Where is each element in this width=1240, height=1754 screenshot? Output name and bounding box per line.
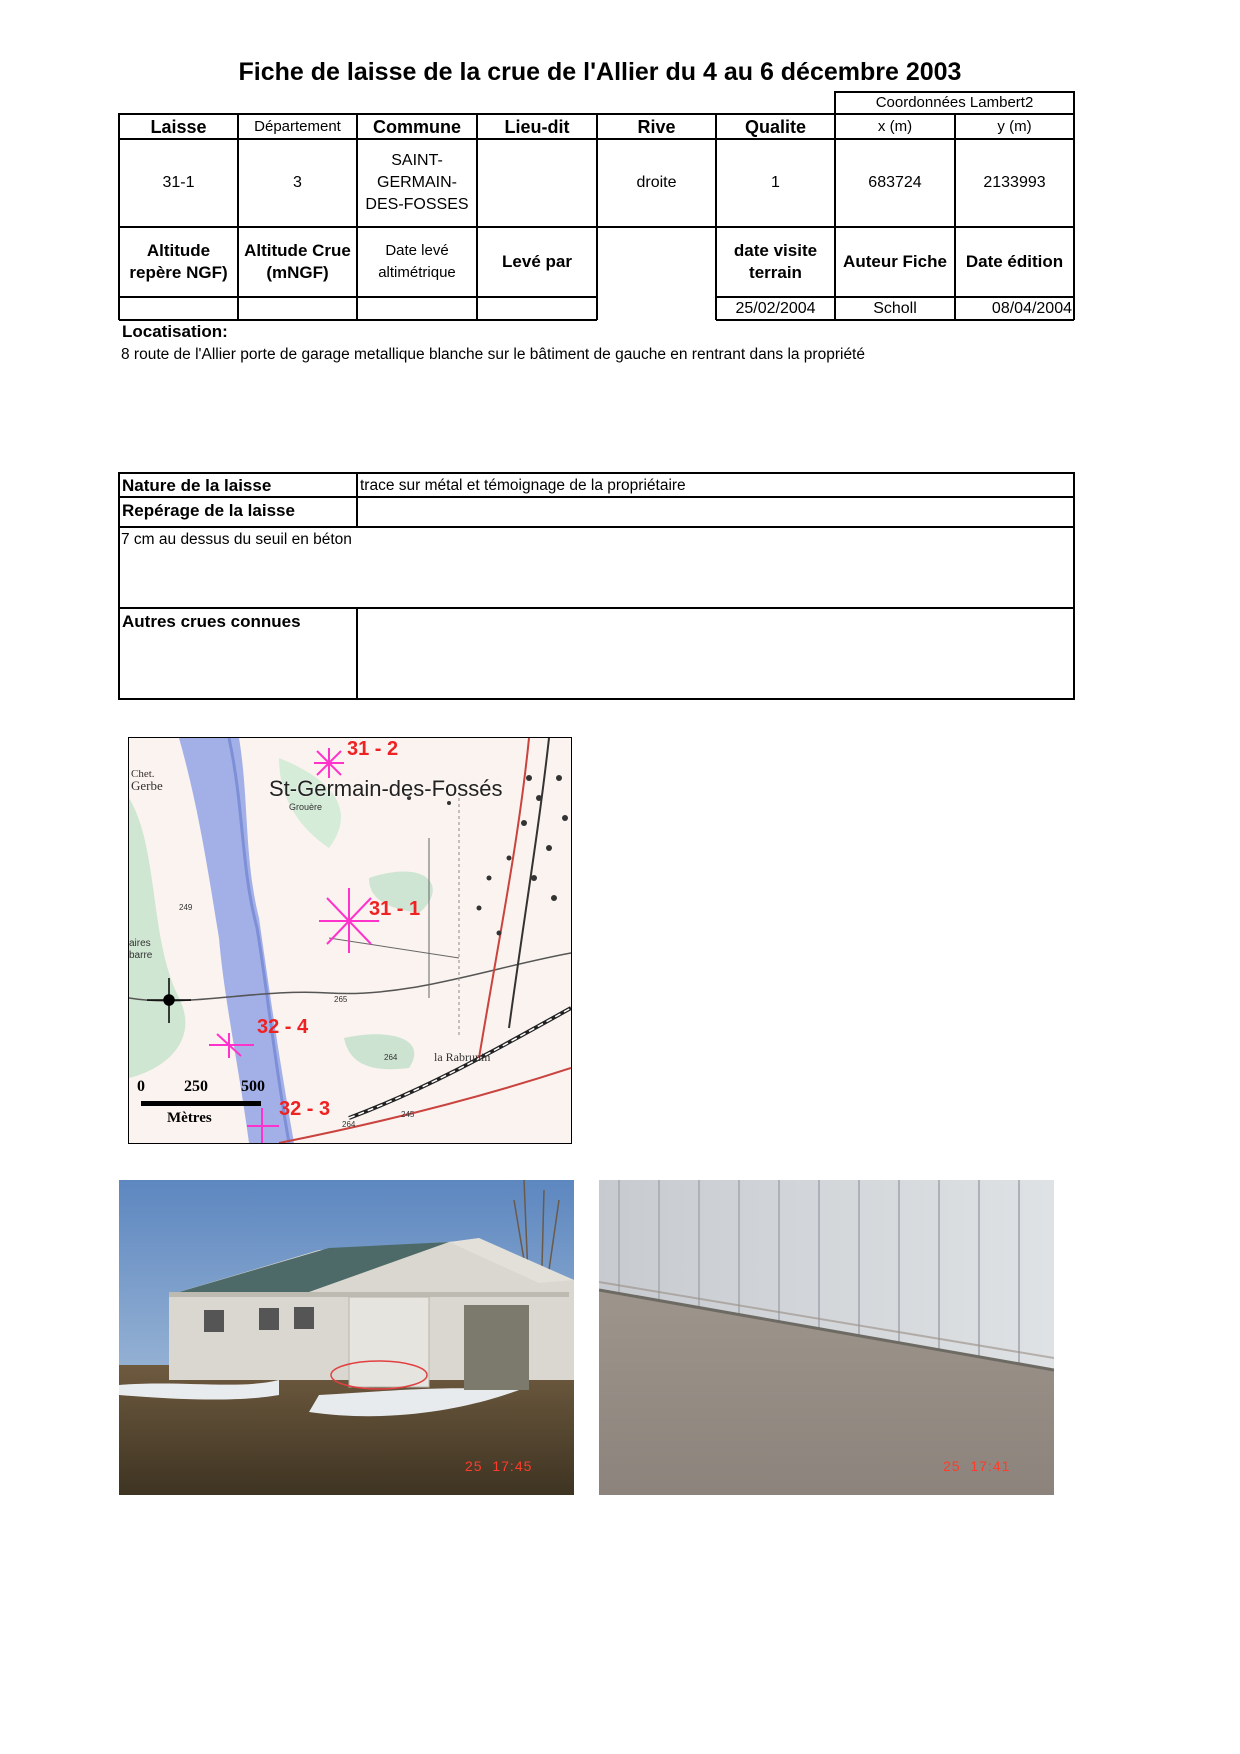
page-title: Fiche de laisse de la crue de l'Allier du 4 au 6 décembre 2003 <box>238 58 962 86</box>
photo-building <box>119 1180 574 1495</box>
value-x: 683724 <box>868 174 922 191</box>
nature-value: trace sur métal et témoignage de la propriétaire <box>360 477 686 494</box>
header-laisse: Laisse <box>150 116 207 137</box>
altitude-line-2: repère NGF) <box>129 263 228 282</box>
commune-line-1: SAINT- <box>391 152 443 169</box>
crue-line-2: (mNGF) <box>266 263 329 282</box>
header-commune: Commune <box>372 116 461 137</box>
photo-closeup-timestamp: 25 17:41 <box>943 1458 1011 1474</box>
date-leve-line-2: altimétrique <box>378 264 456 281</box>
autres-label: Autres crues connues <box>122 612 301 631</box>
scale-label-250: 250 <box>184 1078 208 1095</box>
marker-31-2: 31 - 2 <box>347 738 399 760</box>
value-departement: 3 <box>293 174 302 191</box>
visite-line-2: terrain <box>749 263 802 282</box>
value-date-edition: 08/04/2004 <box>991 299 1072 317</box>
photo-closeup <box>599 1180 1054 1495</box>
map-label-chet-text: Chet. <box>131 768 155 780</box>
value-auteur: Scholl <box>873 299 917 317</box>
header-y: y (m) <box>997 117 1032 135</box>
map-label-gerbe: Gerbe <box>131 778 163 793</box>
map-label-chet <box>131 768 163 793</box>
elevation-1: 249 <box>179 903 193 912</box>
elevation-2: 265 <box>334 995 348 1004</box>
value-laisse: 31-1 <box>162 174 195 191</box>
localisation-text: 8 route de l'Allier porte de garage metallique blanche sur le bâtiment de gauche en rentrant dans la propriété <box>121 346 865 363</box>
header-leve-par: Levé par <box>502 252 572 271</box>
map-label-aires-text: aires <box>129 938 151 949</box>
header-rive: Rive <box>637 116 676 137</box>
value-rive: droite <box>636 174 677 191</box>
header-x: x (m) <box>877 117 913 135</box>
date-leve-line-1: Date levé <box>385 242 449 259</box>
coord-group-header: Coordonnées Lambert2 <box>875 94 1034 111</box>
scale-unit: Mètres <box>167 1110 212 1126</box>
elevation-3: 264 <box>384 1053 398 1062</box>
nature-label: Nature de la laisse <box>122 476 272 495</box>
reperage-value: 7 cm au dessus du seuil en béton <box>121 531 352 548</box>
photo-building-graphic <box>119 1180 574 1495</box>
value-qualite: 1 <box>771 174 780 191</box>
reperage-label: Repérage de la laisse <box>122 501 295 520</box>
commune-line-3: DES-FOSSES <box>365 196 469 213</box>
header-auteur-fiche: Auteur Fiche <box>843 252 947 271</box>
crue-line-1: Altitude Crue <box>244 241 351 260</box>
map-label-grouere: Grouère <box>289 802 323 812</box>
photo-closeup-graphic <box>599 1180 1054 1495</box>
elevation-5: 264 <box>342 1120 356 1129</box>
header-qualite: Qualite <box>744 116 806 137</box>
photo-building-timestamp: 25 17:45 <box>465 1458 533 1474</box>
scale-label-0: 0 <box>137 1078 145 1095</box>
value-y: 2133993 <box>983 174 1046 191</box>
elevation-4: 245 <box>401 1110 415 1119</box>
map-label-rabrunin: la Rabrunin <box>434 1050 491 1064</box>
commune-line-2: GERMAIN- <box>377 174 457 191</box>
visite-line-1: date visite <box>733 241 818 260</box>
marker-32-3: 32 - 3 <box>279 1098 331 1120</box>
map-label-barre: barre <box>129 950 153 961</box>
scale-label-500: 500 <box>241 1078 265 1095</box>
marker-32-4: 32 - 4 <box>257 1016 309 1038</box>
map-place-name: St-Germain-des-Fossés <box>269 776 503 801</box>
map-label-aires <box>129 938 152 962</box>
altitude-line-1: Altitude <box>146 241 211 260</box>
header-date-edition: Date édition <box>965 252 1064 271</box>
scale-bar <box>141 1101 261 1106</box>
header-departement: Département <box>254 117 341 135</box>
localisation-label: Locatisation: <box>122 322 228 341</box>
location-map <box>128 737 572 1144</box>
header-lieu-dit: Lieu-dit <box>504 116 570 137</box>
marker-31-1: 31 - 1 <box>369 898 421 920</box>
value-date-visite: 25/02/2004 <box>735 299 816 317</box>
